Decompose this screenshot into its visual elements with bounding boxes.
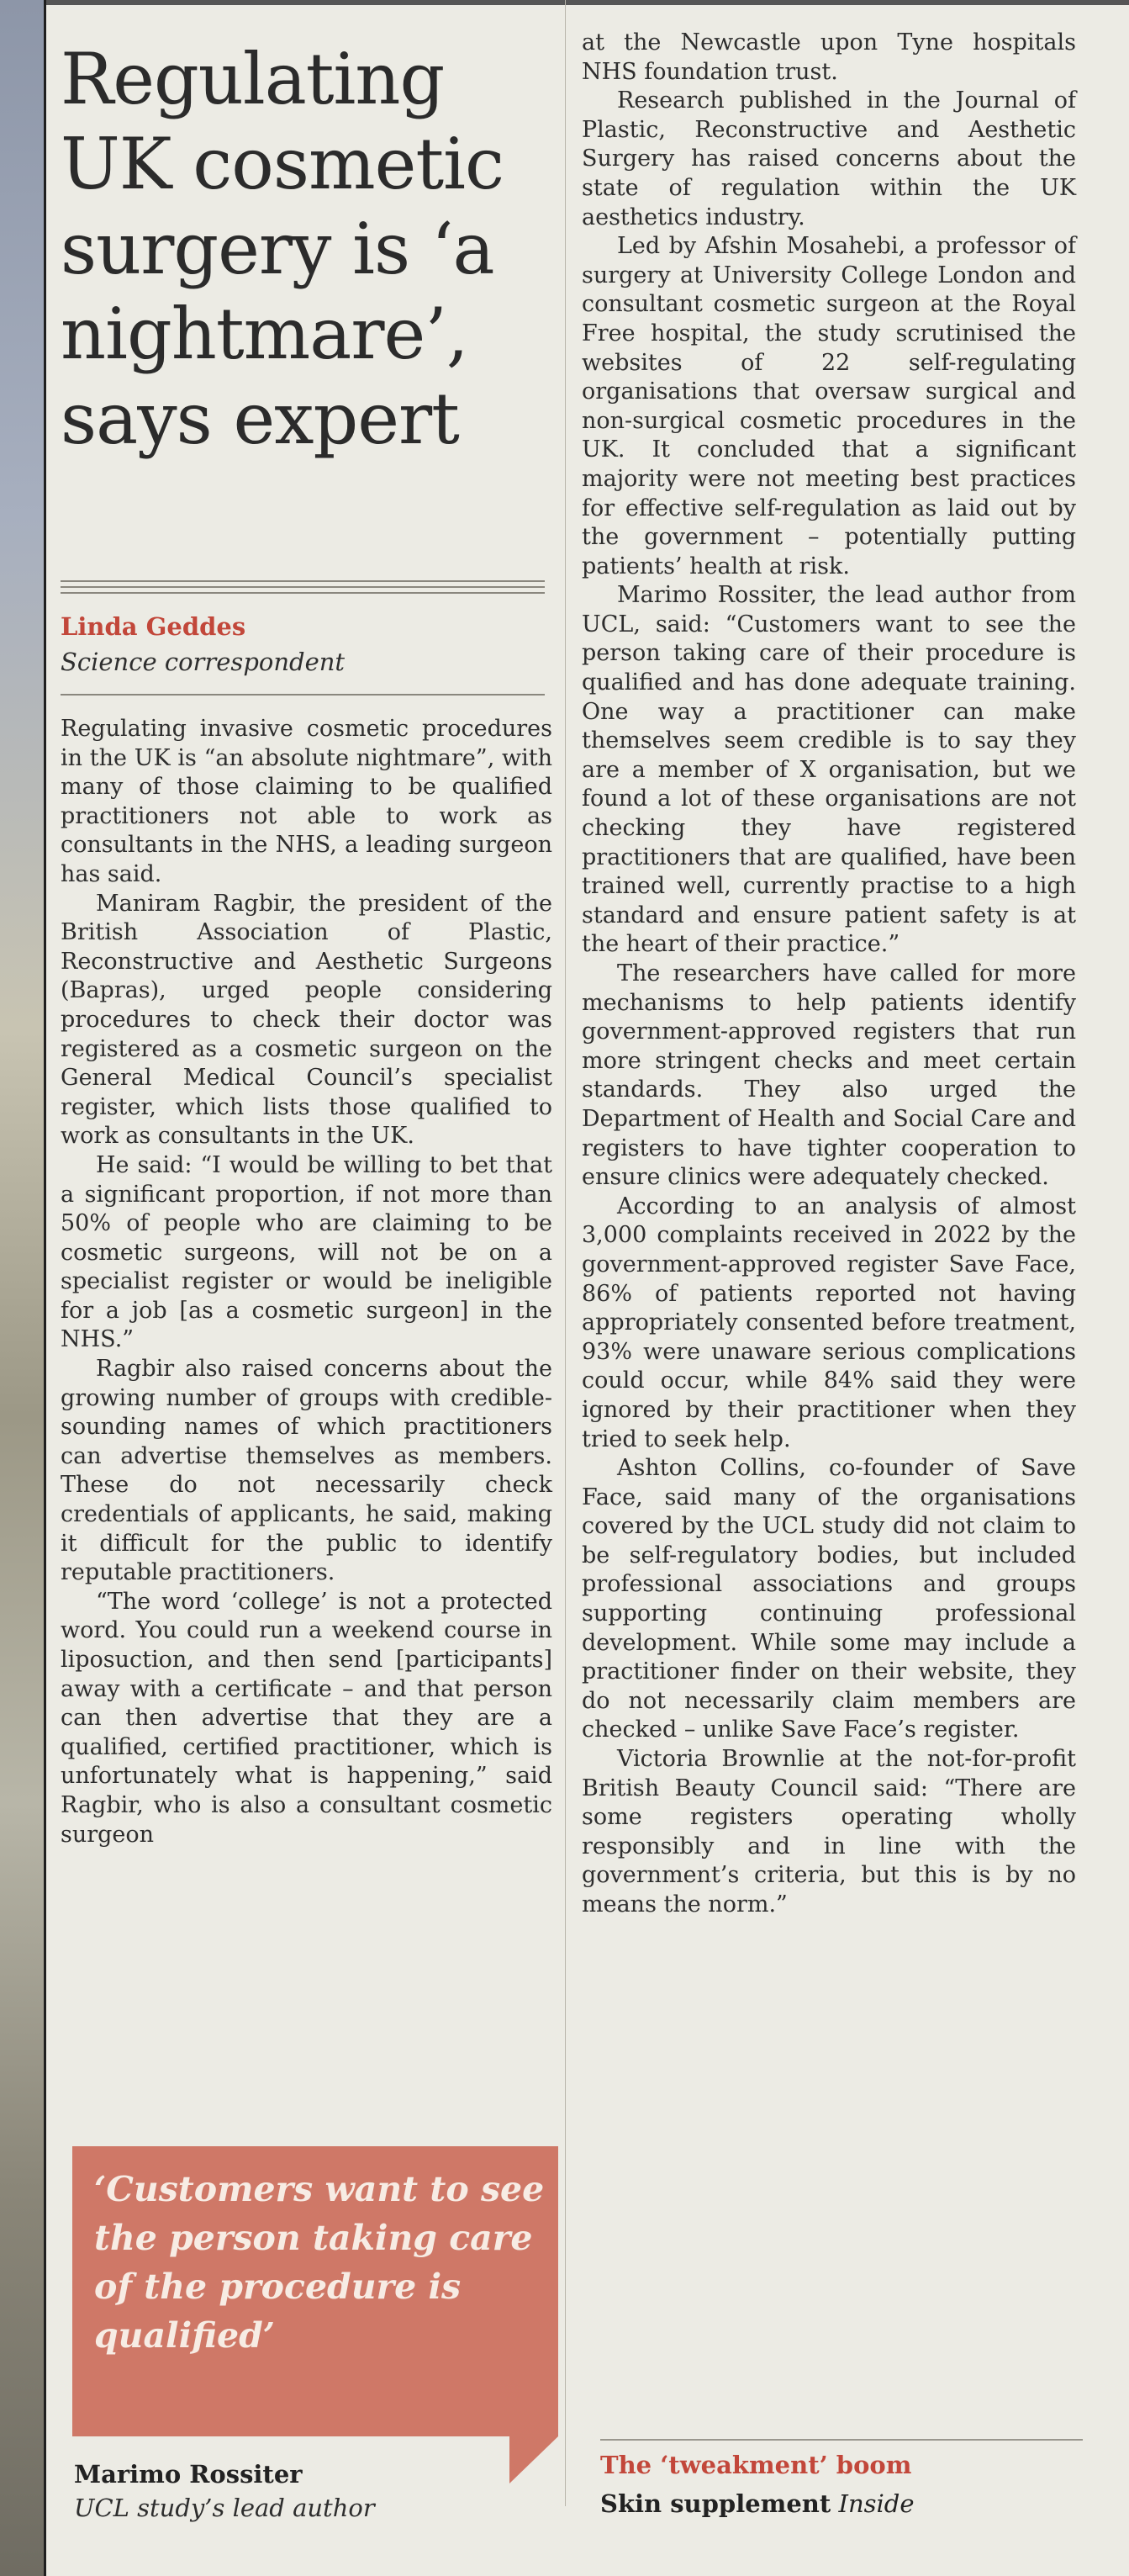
body-paragraph: He said: “I would be willing to bet that a significant proportion, if not more than 50% of people who are claiming to be cosmetic surgeons, will not be on a specialist register or would be ineligible for a job [as a cosmetic surgeon] in the NHS.” [61, 1151, 552, 1353]
body-paragraph: at the Newcastle upon Tyne hospitals NHS foundation trust. [582, 29, 1076, 85]
body-paragraph: Regulating invasive cosmetic procedures in the UK is “an absolute nightmare”, with many of those claiming to be qualified practitioners not able to work as consultants in the NHS, a leading surgeon has said. [61, 716, 552, 887]
pull-quote-attribution-role: UCL study’s lead author [74, 2494, 375, 2522]
body-paragraph: Ragbir also raised concerns about the growing number of groups with credible-sounding names of which practitioners can advertise themselves as members. These do not necessarily check credentials of applicants, he said, making it difficult for the public to identify reputable practitioners. [61, 1356, 552, 1586]
body-paragraph: The researchers have called for more mechanisms to help patients identify government-approved registers that run more stringent checks and meet certain standards. They also urged the Department of Health and Social Care and registers to have tighter cooperation to ensure clinics were adequately checked. [582, 960, 1076, 1191]
headline-line: nightmare’, [61, 293, 468, 375]
headline-line: UK cosmetic [61, 123, 504, 205]
teaser-title: The ‘tweakment’ boom [600, 2451, 912, 2479]
body-paragraph: Victoria Brownlie at the not-for-profit British Beauty Council said: “There are some registers operating wholly responsibly and in line with the government’s criteria, but this is by no means the norm.” [582, 1746, 1076, 1917]
body-paragraph: “The word ‘college’ is not a protected word. You could run a weekend course in liposuction, and then send [participants] away with a certificate – and that person can then advertise that they are a qualified, certified practitioner, which is unfortunately what is happening,” said Ragbir, who is also a consultant cosmetic surgeon [61, 1588, 552, 1848]
headline-line: Regulating [61, 38, 445, 120]
byline-author: Linda Geddes [61, 612, 246, 641]
body-paragraph: Marimo Rossiter, the lead author from UCL, said: “Customers want to see the person taking care of their procedure is qualified and has done adequate training. One way a practitioner can make themselves seem credible is to say they are a member of X organisation, but we found a lot of these organisations are not checking they have registered practitioners that are qualified, have been trained well, currently practise to a high standard and ensure patient safety is at the heart of their practice.” [582, 582, 1076, 958]
pull-quote-box [72, 2146, 558, 2436]
article-body-right-column [582, 29, 1076, 1920]
headline [61, 37, 548, 462]
body-paragraph: Maniram Ragbir, the president of the British Association of Plastic, Reconstructive and Aesthetic Surgeons (Bapras), urged people considering procedures to check their doctor was registered as a cosmetic surgeon on the General Medical Council’s specialist register, which lists those qualified to work as consultants in the UK. [61, 890, 552, 1150]
pull-quote-attribution-name: Marimo Rossiter [74, 2460, 303, 2489]
speech-bubble-tail [509, 2436, 558, 2483]
article-body-left-column [61, 715, 552, 1849]
teaser-section: Skin supplement [600, 2489, 831, 2518]
column-divider [565, 0, 566, 2506]
adjacent-page-border [44, 0, 46, 2576]
headline-line: says expert [61, 378, 459, 460]
body-paragraph: Ashton Collins, co-founder of Save Face, said many of the organisations covered by the UCL study did not claim to be self-regulatory bodies, but included professional associations and groups supporting continuing professional development. While some may include a practitioner finder on their website, they do not necessarily claim members are checked – unlike Save Face’s register. [582, 1455, 1076, 1743]
teaser-divider [600, 2439, 1083, 2441]
byline-divider [61, 694, 545, 696]
body-paragraph: According to an analysis of almost 3,000 complaints received in 2022 by the government-approved register Save Face, 86% of patients reported not having appropriately consented before treatment, 93% were unaware serious complications could occur, while 84% said they were ignored by their practitioner when they tried to seek help. [582, 1193, 1076, 1452]
body-paragraph: Led by Afshin Mosahebi, a professor of surgery at University College London and consultant cosmetic surgeon at the Royal Free hospital, the study scrutinised the websites of 22 self-regulating organisations that oversaw surgical and non-surgical cosmetic procedures in the UK. It concluded that a significant majority were not meeting best practices for effective self-regulation as laid out by the government – potentially putting patients’ health at risk. [582, 233, 1076, 579]
teaser-subline [600, 2489, 915, 2518]
byline-rules [61, 580, 545, 598]
adjacent-page-photo-fragment [0, 0, 44, 2576]
byline-role: Science correspondent [61, 648, 346, 676]
headline-line: surgery is ‘a [61, 208, 494, 290]
body-paragraph: Research published in the Journal of Plastic, Reconstructive and Aesthetic Surgery has raised concerns about the state of regulation within the UK aesthetics industry. [582, 87, 1076, 230]
pull-quote-text: ‘Customers want to see the person taking care of the procedure is qualified’ [94, 2169, 545, 2356]
teaser-location: Inside [838, 2489, 915, 2518]
